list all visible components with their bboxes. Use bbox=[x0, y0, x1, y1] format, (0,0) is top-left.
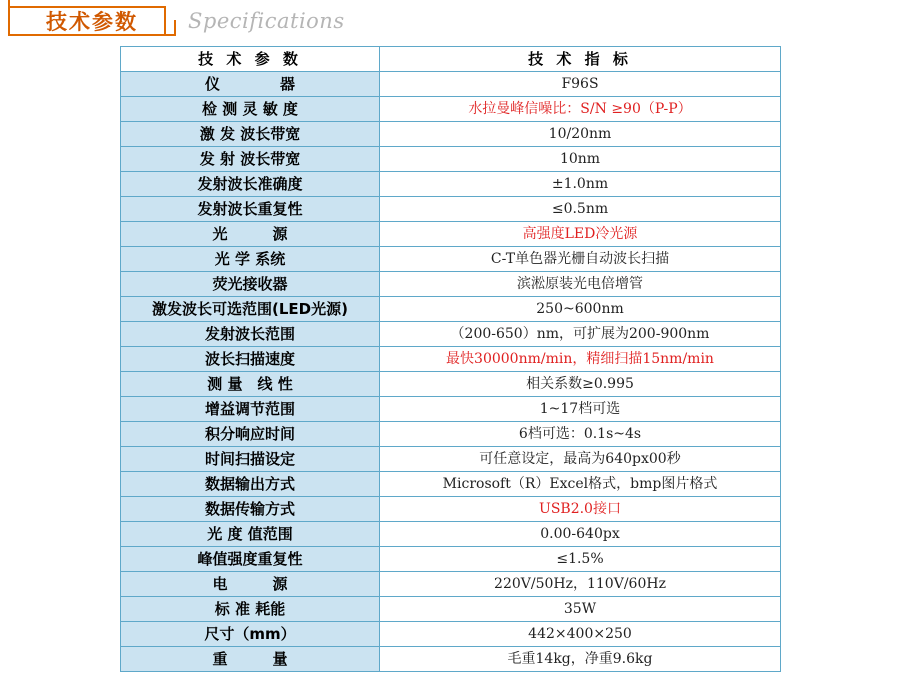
table-row bbox=[121, 572, 781, 597]
column-header-value: 技 术 指 标 bbox=[380, 47, 781, 72]
parameter-name: 峰值强度重复性 bbox=[121, 547, 380, 572]
table-row bbox=[121, 522, 781, 547]
table-body bbox=[121, 72, 781, 672]
parameter-value: 最快30000nm/min，精细扫描15nm/min bbox=[380, 347, 781, 372]
parameter-value: ±1.0nm bbox=[380, 172, 781, 197]
parameter-value: Microsoft（R）Excel格式，bmp图片格式 bbox=[380, 472, 781, 497]
parameter-value: 10/20nm bbox=[380, 122, 781, 147]
table-row bbox=[121, 172, 781, 197]
corner-ornament-icon bbox=[160, 20, 176, 36]
parameter-name: 发射波长重复性 bbox=[121, 197, 380, 222]
table-row bbox=[121, 347, 781, 372]
parameter-value: 可任意设定，最高为640px00秒 bbox=[380, 447, 781, 472]
parameter-name: 光 源 bbox=[121, 222, 380, 247]
parameter-name: 尺寸（mm） bbox=[121, 622, 380, 647]
table-row bbox=[121, 647, 781, 672]
parameter-value: 10nm bbox=[380, 147, 781, 172]
parameter-value: 220V/50Hz，110V/60Hz bbox=[380, 572, 781, 597]
parameter-value: USB2.0接口 bbox=[380, 497, 781, 522]
table-row bbox=[121, 222, 781, 247]
table-row bbox=[121, 122, 781, 147]
parameter-value: 水拉曼峰信噪比：S/N ≥90（P-P） bbox=[380, 97, 781, 122]
parameter-name: 重 量 bbox=[121, 647, 380, 672]
table-row bbox=[121, 397, 781, 422]
corner-ornament-icon bbox=[8, 0, 24, 12]
parameter-name: 激发波长可选范围(LED光源) bbox=[121, 297, 380, 322]
parameter-name: 数据传输方式 bbox=[121, 497, 380, 522]
table-header-row bbox=[121, 47, 781, 72]
table-row bbox=[121, 547, 781, 572]
parameter-value: 0.00-640px bbox=[380, 522, 781, 547]
section-subtitle: Specifications bbox=[188, 9, 345, 33]
parameter-value: C-T单色器光栅自动波长扫描 bbox=[380, 247, 781, 272]
parameter-value: 442×400×250 bbox=[380, 622, 781, 647]
parameter-name: 检 测 灵 敏 度 bbox=[121, 97, 380, 122]
section-header bbox=[8, 2, 345, 40]
table-row bbox=[121, 147, 781, 172]
parameter-name: 波长扫描速度 bbox=[121, 347, 380, 372]
table-row bbox=[121, 72, 781, 97]
section-title: 技术参数 bbox=[46, 10, 138, 34]
parameter-value: ≤1.5% bbox=[380, 547, 781, 572]
table-row bbox=[121, 447, 781, 472]
table-row bbox=[121, 497, 781, 522]
specifications-table bbox=[120, 46, 781, 672]
parameter-name: 仪 器 bbox=[121, 72, 380, 97]
table-row bbox=[121, 97, 781, 122]
parameter-value: 1~17档可选 bbox=[380, 397, 781, 422]
parameter-name: 发射波长范围 bbox=[121, 322, 380, 347]
table-row bbox=[121, 422, 781, 447]
parameter-value: （200-650）nm，可扩展为200-900nm bbox=[380, 322, 781, 347]
parameter-value: 高强度LED冷光源 bbox=[380, 222, 781, 247]
parameter-value: 相关系数≥0.995 bbox=[380, 372, 781, 397]
parameter-name: 积分响应时间 bbox=[121, 422, 380, 447]
parameter-value: ≤0.5nm bbox=[380, 197, 781, 222]
parameter-name: 荧光接收器 bbox=[121, 272, 380, 297]
parameter-name: 时间扫描设定 bbox=[121, 447, 380, 472]
parameter-name: 发射波长准确度 bbox=[121, 172, 380, 197]
parameter-value: 毛重14kg，净重9.6kg bbox=[380, 647, 781, 672]
parameter-value: 35W bbox=[380, 597, 781, 622]
table-row bbox=[121, 322, 781, 347]
parameter-name: 光 度 值范围 bbox=[121, 522, 380, 547]
parameter-value: 250~600nm bbox=[380, 297, 781, 322]
title-box bbox=[8, 6, 166, 36]
table-row bbox=[121, 272, 781, 297]
parameter-name: 增益调节范围 bbox=[121, 397, 380, 422]
parameter-value: 滨淞原装光电倍增管 bbox=[380, 272, 781, 297]
parameter-name: 测 量 线 性 bbox=[121, 372, 380, 397]
parameter-value: F96S bbox=[380, 72, 781, 97]
parameter-name: 数据输出方式 bbox=[121, 472, 380, 497]
table-row bbox=[121, 622, 781, 647]
table-row bbox=[121, 597, 781, 622]
table-row bbox=[121, 197, 781, 222]
parameter-name: 电 源 bbox=[121, 572, 380, 597]
parameter-name: 标 准 耗能 bbox=[121, 597, 380, 622]
column-header-parameter: 技 术 参 数 bbox=[121, 47, 380, 72]
parameter-name: 激 发 波长带宽 bbox=[121, 122, 380, 147]
parameter-name: 光 学 系统 bbox=[121, 247, 380, 272]
table-row bbox=[121, 247, 781, 272]
parameter-value: 6档可选：0.1s~4s bbox=[380, 422, 781, 447]
parameter-name: 发 射 波长带宽 bbox=[121, 147, 380, 172]
table-row bbox=[121, 472, 781, 497]
table-row bbox=[121, 297, 781, 322]
table-row bbox=[121, 372, 781, 397]
